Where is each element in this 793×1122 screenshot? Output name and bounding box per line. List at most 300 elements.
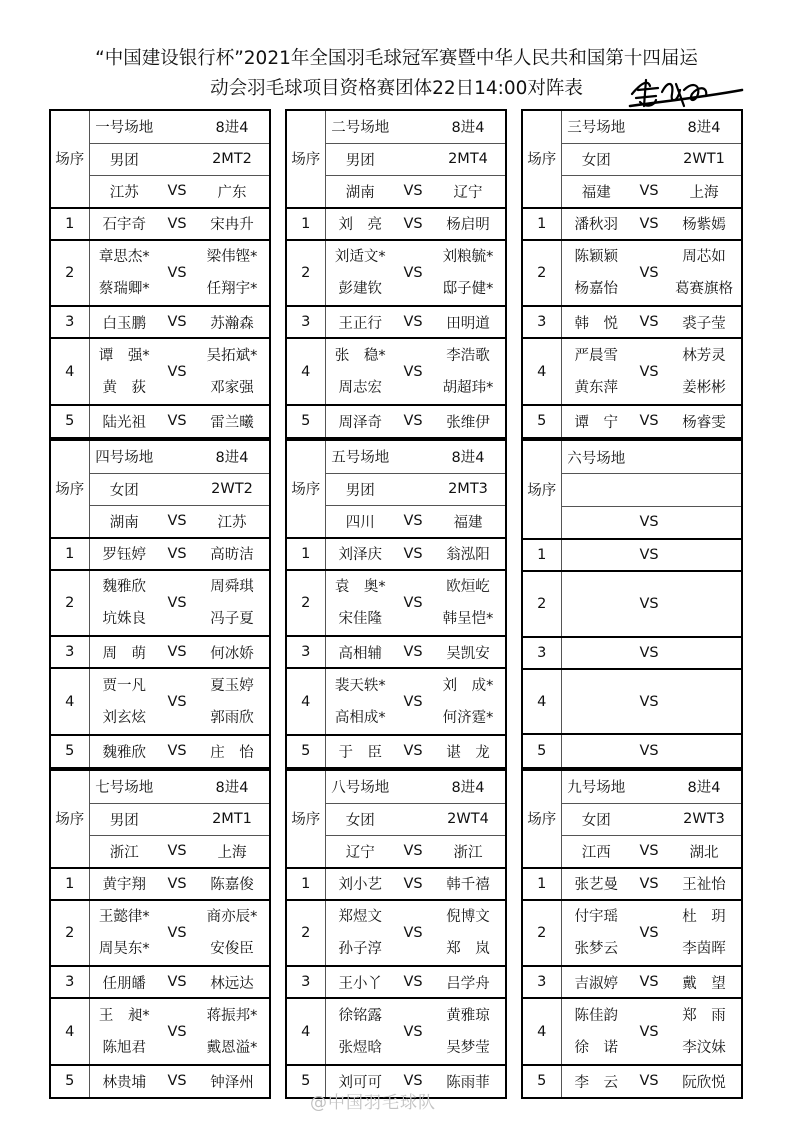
player-name: 周舜琪: [210, 578, 254, 595]
match-row: [287, 735, 505, 767]
player-name: 任朋皤: [102, 975, 146, 992]
match-row: [51, 306, 269, 338]
team-left: 江苏: [89, 175, 159, 207]
session-label: 场序: [287, 771, 325, 868]
vs-label: VS: [159, 338, 195, 404]
match-row: [523, 868, 741, 900]
match-number: 1: [51, 868, 89, 900]
player-name: 周 萌: [102, 645, 146, 662]
right-players: [195, 900, 269, 966]
group-label: 女团: [561, 803, 631, 835]
session-label: 场序: [523, 111, 561, 208]
match-row: [287, 868, 505, 900]
match-number: 2: [287, 240, 325, 306]
right-players: [195, 208, 269, 240]
group-label: 女团: [325, 803, 395, 835]
player-name: 李汶妹: [682, 1039, 726, 1056]
match-number: 4: [51, 998, 89, 1064]
court-table: [51, 441, 269, 767]
match-row: [287, 240, 505, 306]
player-name: 徐 诺: [574, 1039, 618, 1056]
left-players: [325, 306, 395, 338]
match-row: [51, 338, 269, 404]
player-name: 翁泓阳: [446, 547, 490, 564]
match-code: 2MT2: [195, 143, 269, 175]
match-number: 5: [287, 1065, 325, 1097]
vs-label: VS: [395, 636, 431, 668]
session-label: 场序: [523, 441, 561, 539]
vs-label: VS: [159, 735, 195, 767]
court-venue: 三号场地: [567, 120, 626, 137]
court-venue: 九号场地: [567, 780, 626, 797]
player-name: 何济霆*: [442, 709, 494, 726]
match-number: 1: [523, 208, 561, 240]
vs-label: VS: [631, 338, 667, 404]
match-row: [287, 538, 505, 570]
player-name: 田明道: [446, 315, 490, 332]
match-row: [51, 208, 269, 240]
player-name: 黄雅琼: [446, 1007, 490, 1024]
match-row: [523, 637, 741, 670]
round-label: 8进4: [687, 780, 721, 797]
team-right: 上海: [667, 175, 741, 207]
team-left: 福建: [561, 175, 631, 207]
court-board: [521, 109, 743, 439]
player-name: 魏雅欣: [102, 578, 146, 595]
player-name: 孙子淳: [338, 940, 382, 957]
left-players: [561, 734, 631, 767]
right-players: [667, 208, 741, 240]
right-players: [431, 240, 505, 306]
match-row: [51, 966, 269, 998]
right-players: [195, 868, 269, 900]
right-players: [431, 405, 505, 437]
right-players: [667, 966, 741, 998]
left-players: [89, 538, 159, 570]
match-number: 5: [287, 735, 325, 767]
group-label: 女团: [89, 473, 159, 505]
left-players: [89, 208, 159, 240]
court-venue: 一号场地: [95, 120, 154, 137]
team-left: 辽宁: [325, 835, 395, 867]
right-players: [195, 306, 269, 338]
player-name: 吴梦莹: [446, 1039, 490, 1056]
player-name: 戴恩溢*: [206, 1039, 258, 1056]
left-players: [561, 240, 631, 306]
player-name: 魏雅欣: [102, 744, 146, 761]
group-label: 男团: [325, 143, 395, 175]
match-row: [523, 571, 741, 636]
vs-label: VS: [159, 306, 195, 338]
left-players: [561, 306, 631, 338]
team-left: 四川: [325, 505, 395, 537]
court-board: [285, 439, 507, 769]
right-players: [195, 240, 269, 306]
match-row: [287, 966, 505, 998]
court-board: [49, 439, 271, 769]
right-players: [667, 338, 741, 404]
match-row: [523, 306, 741, 338]
court-table: [523, 441, 741, 767]
player-name: 谭 强*: [98, 347, 150, 364]
match-row: [523, 998, 741, 1064]
match-row: [51, 405, 269, 437]
right-players: [667, 998, 741, 1064]
player-name: 张维伊: [446, 414, 490, 431]
match-row: [51, 900, 269, 966]
player-name: 刘泽庆: [338, 547, 382, 564]
session-label: 场序: [287, 111, 325, 208]
team-left: 浙江: [89, 835, 159, 867]
player-name: 陆光祖: [102, 414, 146, 431]
left-players: [325, 570, 395, 636]
right-players: [667, 669, 741, 734]
vs-label: VS: [631, 1065, 667, 1097]
match-number: 4: [287, 338, 325, 404]
vs-label: VS: [631, 998, 667, 1064]
player-name: 黄 荻: [102, 379, 146, 396]
match-row: [523, 240, 741, 306]
match-number: 3: [51, 306, 89, 338]
player-name: 罗钰婷: [102, 547, 146, 564]
match-number: 3: [287, 636, 325, 668]
player-name: 黄东萍: [574, 379, 618, 396]
vs-label: VS: [159, 405, 195, 437]
right-players: [431, 306, 505, 338]
right-players: [195, 1065, 269, 1097]
match-row: [523, 900, 741, 966]
team-right: 江苏: [195, 505, 269, 537]
player-name: 冯子夏: [210, 610, 254, 627]
court-board: [285, 109, 507, 439]
player-name: 邓家强: [210, 379, 254, 396]
player-name: 袁 奥*: [334, 578, 386, 595]
player-name: 杨睿雯: [682, 414, 726, 431]
match-number: 2: [287, 570, 325, 636]
match-number: 3: [523, 637, 561, 670]
vs-label: VS: [159, 208, 195, 240]
left-players: [325, 900, 395, 966]
vs-label: VS: [631, 539, 667, 572]
left-players: [325, 735, 395, 767]
player-name: 李茵晖: [682, 940, 726, 957]
court-table: [287, 441, 505, 767]
player-name: 王祉怡: [682, 877, 726, 894]
match-number: 2: [51, 900, 89, 966]
match-row: [287, 900, 505, 966]
player-name: 吕学舟: [446, 975, 490, 992]
vs-label: VS: [395, 538, 431, 570]
match-row: [523, 208, 741, 240]
player-name: 夏玉婷: [210, 677, 254, 694]
player-name: 谌 龙: [446, 744, 490, 761]
vs-label: VS: [159, 1065, 195, 1097]
match-code: 2WT2: [195, 473, 269, 505]
vs-label: VS: [631, 306, 667, 338]
group-label: 男团: [325, 473, 395, 505]
match-row: [287, 570, 505, 636]
match-row: [287, 306, 505, 338]
left-players: [89, 636, 159, 668]
vs-label: VS: [395, 1065, 431, 1097]
round-label: 8进4: [215, 450, 249, 467]
player-name: 章思杰*: [98, 248, 150, 265]
team-right: 上海: [195, 835, 269, 867]
left-players: [89, 668, 159, 734]
court-venue: 七号场地: [95, 780, 154, 797]
match-number: 1: [287, 208, 325, 240]
match-number: 4: [287, 998, 325, 1064]
left-players: [325, 966, 395, 998]
match-number: 1: [523, 539, 561, 572]
match-number: 5: [523, 1065, 561, 1097]
right-players: [431, 538, 505, 570]
vs-label: VS: [395, 868, 431, 900]
vs-label: VS: [631, 208, 667, 240]
match-row: [523, 734, 741, 767]
right-players: [431, 998, 505, 1064]
player-name: 付宇瑶: [574, 908, 618, 925]
vs-label: VS: [395, 175, 431, 207]
match-number: 1: [51, 538, 89, 570]
vs-label: VS: [159, 175, 195, 207]
watermark: @中国羽毛球队: [310, 1093, 436, 1113]
player-name: 王正行: [338, 315, 382, 332]
team-left: 湖南: [325, 175, 395, 207]
right-players: [667, 637, 741, 670]
match-code: 2MT3: [431, 473, 505, 505]
court-table: [287, 111, 505, 437]
match-number: 2: [523, 240, 561, 306]
vs-label: VS: [395, 405, 431, 437]
match-number: 3: [51, 966, 89, 998]
court-table: [51, 771, 269, 1097]
session-label: 场序: [287, 441, 325, 538]
match-row: [523, 405, 741, 437]
vs-label: VS: [159, 240, 195, 306]
group-label: 男团: [89, 803, 159, 835]
player-name: 韩呈恺*: [442, 610, 494, 627]
player-name: 王 昶*: [98, 1007, 150, 1024]
player-name: 倪博文: [446, 908, 490, 925]
right-players: [667, 571, 741, 636]
court-board: [49, 109, 271, 439]
player-name: 高昉洁: [210, 547, 254, 564]
player-name: 胡超玮*: [442, 379, 494, 396]
player-name: 贾一凡: [102, 677, 146, 694]
player-name: 坑姝良: [102, 610, 146, 627]
player-name: 钟泽州: [210, 1074, 254, 1091]
right-players: [667, 868, 741, 900]
match-code: 2MT1: [195, 803, 269, 835]
left-players: [89, 966, 159, 998]
match-number: 4: [287, 668, 325, 734]
left-players: [561, 966, 631, 998]
court-venue: 五号场地: [331, 450, 390, 467]
player-name: 刘 亮: [338, 217, 382, 234]
match-number: 4: [523, 669, 561, 734]
document-title-line-1: “中国建设银行杯”2021年全国羽毛球冠军赛暨中华人民共和国第十四届运: [95, 48, 698, 69]
vs-label: VS: [159, 570, 195, 636]
player-name: 陈颖颖: [574, 248, 618, 265]
match-row: [51, 240, 269, 306]
right-players: [667, 306, 741, 338]
vs-label: VS: [631, 900, 667, 966]
player-name: 任翔宇*: [206, 280, 258, 297]
player-name: 邸子健*: [442, 280, 494, 297]
right-players: [667, 539, 741, 572]
match-number: 4: [51, 668, 89, 734]
match-code: 2WT3: [667, 803, 741, 835]
vs-label: VS: [159, 636, 195, 668]
player-name: 韩千禧: [446, 877, 490, 894]
vs-label: VS: [631, 405, 667, 437]
match-number: 5: [287, 405, 325, 437]
match-number: 5: [51, 735, 89, 767]
left-players: [325, 636, 395, 668]
player-name: 梁伟铿*: [206, 248, 258, 265]
match-number: 1: [287, 868, 325, 900]
round-label: [667, 441, 741, 474]
vs-label: VS: [159, 966, 195, 998]
left-players: [561, 1065, 631, 1097]
right-players: [195, 668, 269, 734]
court-table: [523, 111, 741, 437]
match-row: [51, 538, 269, 570]
match-row: [51, 668, 269, 734]
player-name: 谭 宁: [574, 414, 618, 431]
player-name: 郑 岚: [446, 940, 490, 957]
match-row: [523, 338, 741, 404]
player-name: 李浩歌: [446, 347, 490, 364]
left-players: [325, 668, 395, 734]
player-name: 韩 悦: [574, 315, 618, 332]
match-row: [51, 868, 269, 900]
vs-label: VS: [395, 668, 431, 734]
right-players: [431, 1065, 505, 1097]
vs-label: VS: [395, 570, 431, 636]
right-players: [431, 668, 505, 734]
match-number: 3: [287, 966, 325, 998]
left-players: [561, 669, 631, 734]
round-label: 8进4: [451, 120, 485, 137]
session-label: 场序: [51, 441, 89, 538]
vs-label: VS: [159, 835, 195, 867]
player-name: 高相成*: [334, 709, 386, 726]
match-row: [287, 998, 505, 1064]
right-players: [667, 240, 741, 306]
player-name: 裴天轶*: [334, 677, 386, 694]
player-name: 高相辅: [338, 645, 382, 662]
player-name: 林远达: [210, 975, 254, 992]
match-number: 5: [51, 405, 89, 437]
left-players: [325, 240, 395, 306]
player-name: 王小丫: [338, 975, 382, 992]
vs-label: VS: [631, 734, 667, 767]
group-label: 女团: [561, 143, 631, 175]
player-name: 张梦云: [574, 940, 618, 957]
player-name: 周昊东*: [98, 940, 150, 957]
match-row: [523, 539, 741, 572]
left-players: [89, 405, 159, 437]
left-players: [89, 1065, 159, 1097]
player-name: 苏瀚森: [210, 315, 254, 332]
court-venue: 四号场地: [95, 450, 154, 467]
left-players: [561, 571, 631, 636]
court-table: [287, 771, 505, 1097]
left-players: [561, 900, 631, 966]
player-name: 杨嘉怡: [574, 280, 618, 297]
court-table: [51, 111, 269, 437]
vs-label: VS: [631, 669, 667, 734]
right-players: [431, 636, 505, 668]
right-players: [195, 735, 269, 767]
vs-label: VS: [159, 868, 195, 900]
team-right: 辽宁: [431, 175, 505, 207]
team-right: 广东: [195, 175, 269, 207]
player-name: 郑 雨: [682, 1007, 726, 1024]
right-players: [431, 900, 505, 966]
player-name: 林芳灵: [682, 347, 726, 364]
player-name: 杨紫嫣: [682, 217, 726, 234]
vs-label: VS: [631, 637, 667, 670]
round-label: 8进4: [215, 120, 249, 137]
match-row: [287, 208, 505, 240]
match-number: 2: [523, 900, 561, 966]
player-name: 周芯如: [682, 248, 726, 265]
left-players: [561, 539, 631, 572]
signature-icon: [628, 72, 746, 112]
player-name: 杜 玥: [682, 908, 726, 925]
match-number: 5: [51, 1065, 89, 1097]
team-right: 福建: [431, 505, 505, 537]
team-left: 湖南: [89, 505, 159, 537]
match-code: 2WT4: [431, 803, 505, 835]
round-label: 8进4: [215, 780, 249, 797]
left-players: [89, 868, 159, 900]
round-label: 8进4: [451, 450, 485, 467]
match-number: 2: [51, 240, 89, 306]
vs-label: VS: [159, 998, 195, 1064]
player-name: 刘小艺: [338, 877, 382, 894]
player-name: 裘子莹: [682, 315, 726, 332]
vs-label: VS: [395, 900, 431, 966]
right-players: [431, 735, 505, 767]
match-number: 5: [523, 734, 561, 767]
match-row: [51, 636, 269, 668]
team-right: 湖北: [667, 835, 741, 867]
right-players: [431, 208, 505, 240]
match-number: 2: [523, 571, 561, 636]
player-name: 郑煜文: [338, 908, 382, 925]
player-name: 阮欣悦: [682, 1074, 726, 1091]
right-players: [195, 636, 269, 668]
player-name: 白玉鹏: [102, 315, 146, 332]
team-right: 浙江: [431, 835, 505, 867]
match-number: 3: [523, 966, 561, 998]
session-label: 场序: [523, 771, 561, 868]
group-label: 男团: [89, 143, 159, 175]
player-name: 欧烜屹: [446, 578, 490, 595]
player-name: 蔡瑞卿*: [98, 280, 150, 297]
vs-label: VS: [159, 900, 195, 966]
match-row: [523, 1065, 741, 1097]
player-name: 潘秋羽: [574, 217, 618, 234]
vs-label: VS: [395, 306, 431, 338]
player-name: 于 臣: [338, 744, 382, 761]
court-board: [521, 439, 743, 769]
player-name: 刘玄炫: [102, 709, 146, 726]
